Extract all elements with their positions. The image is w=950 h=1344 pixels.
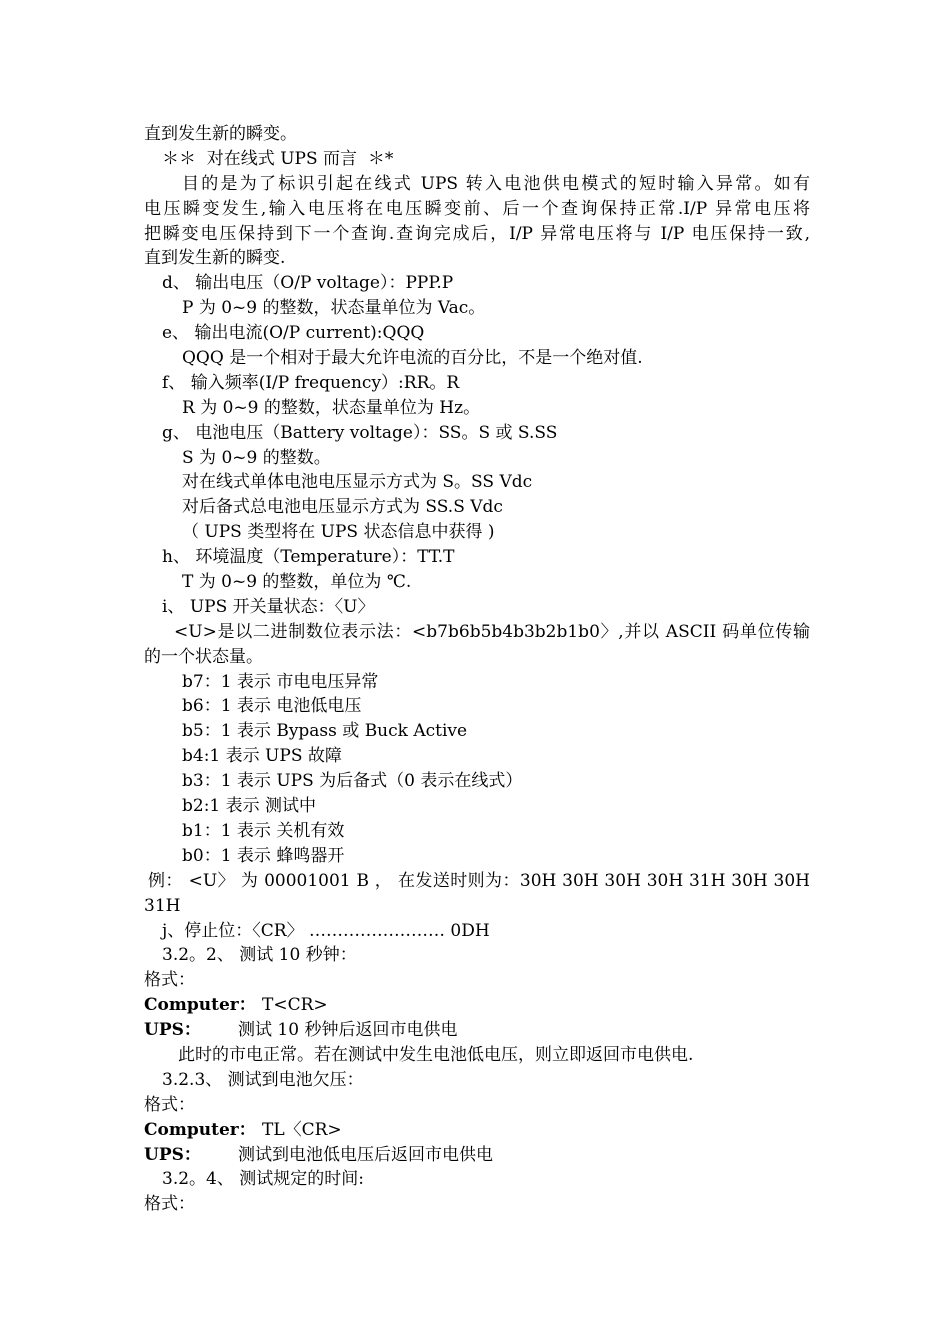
computer-label: Computer： [144, 1119, 256, 1140]
online-ups-heading: ＊＊ 对在线式 UPS 而言 ＊* [162, 148, 394, 169]
format-label: 格式： [144, 1194, 195, 1215]
text-line: R 为 0~9 的整数，状态量单位为 Hz。 [182, 397, 481, 418]
text-line: 31H [144, 895, 181, 916]
text-line: 把瞬变电压保持到下一个查询.查询完成后，I/P 异常电压将与 I/P 电压保持一致, [144, 223, 810, 244]
item-g-heading: g、 电池电压（Battery voltage）：SS。S 或 S.SS [162, 422, 558, 443]
item-e-heading: e、 输出电流(O/P current):QQQ [162, 323, 425, 344]
section-3-2-4-heading: 3.2。4、 测试规定的时间: [162, 1169, 364, 1190]
example-line: 例： <U〉 为 00001001 B ， 在发送时则为：30H 30H 30H 30H 31H 30H 30H [148, 870, 810, 891]
text-line: T 为 0~9 的整数，单位为 ℃. [182, 572, 412, 593]
format-label: 格式： [144, 970, 195, 991]
text-line: 目的是为了标识引起在线式 UPS 转入电池供电模式的短时输入异常。如有 [182, 173, 810, 194]
item-h-heading: h、 环境温度（Temperature）：TT.T [162, 547, 455, 568]
text-line: 直到发生新的瞬变. [144, 248, 286, 269]
item-f-heading: f、 输入频率(I/P frequency）:RR。R [162, 372, 460, 393]
ups-response-row [144, 1018, 810, 1043]
bit-b6-line: b6：1 表示 电池低电压 [182, 696, 362, 717]
item-j-heading: j、停止位：〈CR〉 …………………… 0DH [162, 920, 490, 941]
bit-b1-line: b1：1 表示 关机有效 [182, 820, 345, 841]
bit-b4-line: b4:1 表示 UPS 故障 [182, 746, 342, 767]
response-value: 测试到电池低电压后返回市电供电 [238, 1144, 493, 1165]
text-line: （ UPS 类型将在 UPS 状态信息中获得 ) [182, 522, 495, 543]
section-3-2-3-heading: 3.2.3、 测试到电池欠压： [162, 1069, 364, 1090]
text-line: 对后备式总电池电压显示方式为 SS.S Vdc [182, 497, 503, 518]
bit-b5-line: b5：1 表示 Bypass 或 Buck Active [182, 721, 468, 742]
bit-b0-line: b0：1 表示 蜂鸣器开 [182, 845, 345, 866]
computer-command-row [144, 1118, 810, 1143]
text-line: P 为 0~9 的整数，状态量单位为 Vac。 [182, 298, 486, 319]
ups-response-row [144, 1143, 810, 1168]
bit-b3-line: b3：1 表示 UPS 为后备式（0 表示在线式） [182, 771, 523, 792]
command-value: T<CR> [262, 995, 328, 1016]
item-i-heading: i、 UPS 开关量状态：〈U〉 [162, 596, 375, 617]
text-line: 此时的市电正常。若在测试中发生电池低电压，则立即返回市电供电. [178, 1044, 694, 1065]
item-d-heading: d、 输出电压（O/P voltage）：PPP.P [162, 273, 454, 294]
text-line: 电压瞬变发生,输入电压将在电压瞬变前、后一个查询保持正常.I/P 异常电压将 [144, 198, 810, 219]
text-line: 的一个状态量。 [144, 646, 263, 667]
text-line: S 为 0~9 的整数。 [182, 447, 331, 468]
format-label: 格式： [144, 1094, 195, 1115]
response-value: 测试 10 秒钟后返回市电供电 [238, 1020, 458, 1041]
command-value: TL〈CR> [262, 1119, 342, 1140]
bit-b2-line: b2:1 表示 测试中 [182, 796, 317, 817]
ups-label: UPS： [144, 1144, 201, 1165]
computer-label: Computer： [144, 995, 256, 1016]
section-3-2-2-heading: 3.2。2、 测试 10 秒钟： [162, 945, 357, 966]
computer-command-row [144, 993, 810, 1018]
text-line: QQQ 是一个相对于最大允许电流的百分比，不是一个绝对值. [182, 348, 643, 369]
document-page [144, 122, 810, 1217]
text-line: 对在线式单体电池电压显示方式为 S。SS Vdc [182, 472, 533, 493]
text-line: <U>是以二进制数位表示法：<b7b6b5b4b3b2b1b0〉,并以 ASCII 码单位传输 [174, 621, 810, 642]
text-line: 直到发生新的瞬变。 [144, 124, 297, 144]
bit-b7-line: b7：1 表示 市电电压异常 [182, 671, 379, 692]
ups-label: UPS： [144, 1020, 201, 1041]
